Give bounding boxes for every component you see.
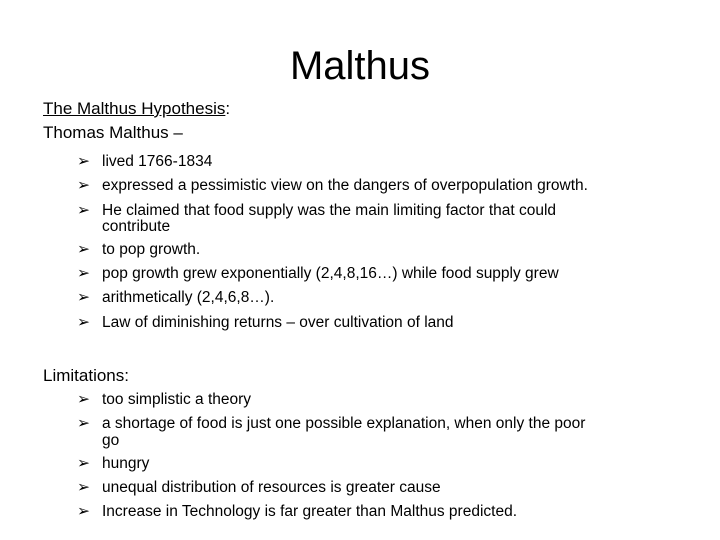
- list-item: [77, 199, 588, 238]
- list-item: [77, 262, 588, 286]
- malthus-points-list: [77, 150, 588, 335]
- list-item: [77, 286, 588, 310]
- list-item-text: expressed a pessimistic view on the dangers of overpopulation growth.: [102, 177, 588, 195]
- list-item-continuation: contribute: [102, 217, 171, 235]
- hypothesis-colon: :: [225, 99, 231, 118]
- list-item-text: unequal distribution of resources is greater cause: [102, 478, 441, 496]
- list-item: [77, 238, 588, 262]
- list-item-continuation: go: [102, 431, 120, 449]
- list-item: [77, 452, 585, 476]
- list-item: [77, 500, 585, 524]
- arrow-bullet-icon: ➢: [77, 289, 90, 307]
- list-item: [77, 174, 588, 198]
- arrow-bullet-icon: ➢: [77, 265, 90, 283]
- arrow-bullet-icon: ➢: [77, 391, 90, 408]
- list-item-text: pop growth grew exponentially (2,4,8,16…) while food supply grew: [102, 265, 559, 283]
- list-item-text: Law of diminishing returns – over cultivation of land: [102, 313, 454, 331]
- list-item-text: He claimed that food supply was the main limiting factor that could: [102, 201, 557, 219]
- arrow-bullet-icon: ➢: [77, 454, 90, 472]
- list-item-text: to pop growth.: [102, 240, 201, 258]
- author-line: Thomas Malthus –: [43, 123, 183, 142]
- list-item-text: arithmetically (2,4,6,8…).: [102, 289, 275, 307]
- list-item-text: Increase in Technology is far greater than Malthus predicted.: [102, 503, 518, 521]
- list-item: [77, 412, 585, 451]
- list-item-text: a shortage of food is just one possible explanation, when only the poor: [102, 415, 586, 433]
- arrow-bullet-icon: ➢: [77, 415, 90, 433]
- arrow-bullet-icon: ➢: [77, 201, 90, 219]
- list-item: [77, 388, 585, 412]
- arrow-bullet-icon: ➢: [77, 478, 90, 496]
- arrow-bullet-icon: ➢: [77, 313, 90, 331]
- list-item-text: hungry: [102, 454, 150, 472]
- list-item-text: lived 1766-1834: [102, 153, 213, 170]
- hypothesis-heading: [43, 97, 230, 121]
- hypothesis-label: The Malthus Hypothesis: [43, 99, 226, 118]
- arrow-bullet-icon: ➢: [77, 177, 90, 195]
- arrow-bullet-icon: ➢: [77, 240, 90, 258]
- limitations-list: [77, 388, 585, 524]
- list-item-text: too simplistic a theory: [102, 391, 252, 408]
- arrow-bullet-icon: ➢: [77, 153, 90, 170]
- list-item: [77, 476, 585, 500]
- slide-title: Malthus: [289, 44, 431, 88]
- limitations-heading: Limitations:: [43, 366, 129, 385]
- intro-block: [43, 97, 230, 145]
- list-item: [77, 311, 588, 335]
- arrow-bullet-icon: ➢: [77, 503, 90, 521]
- list-item: [77, 150, 588, 174]
